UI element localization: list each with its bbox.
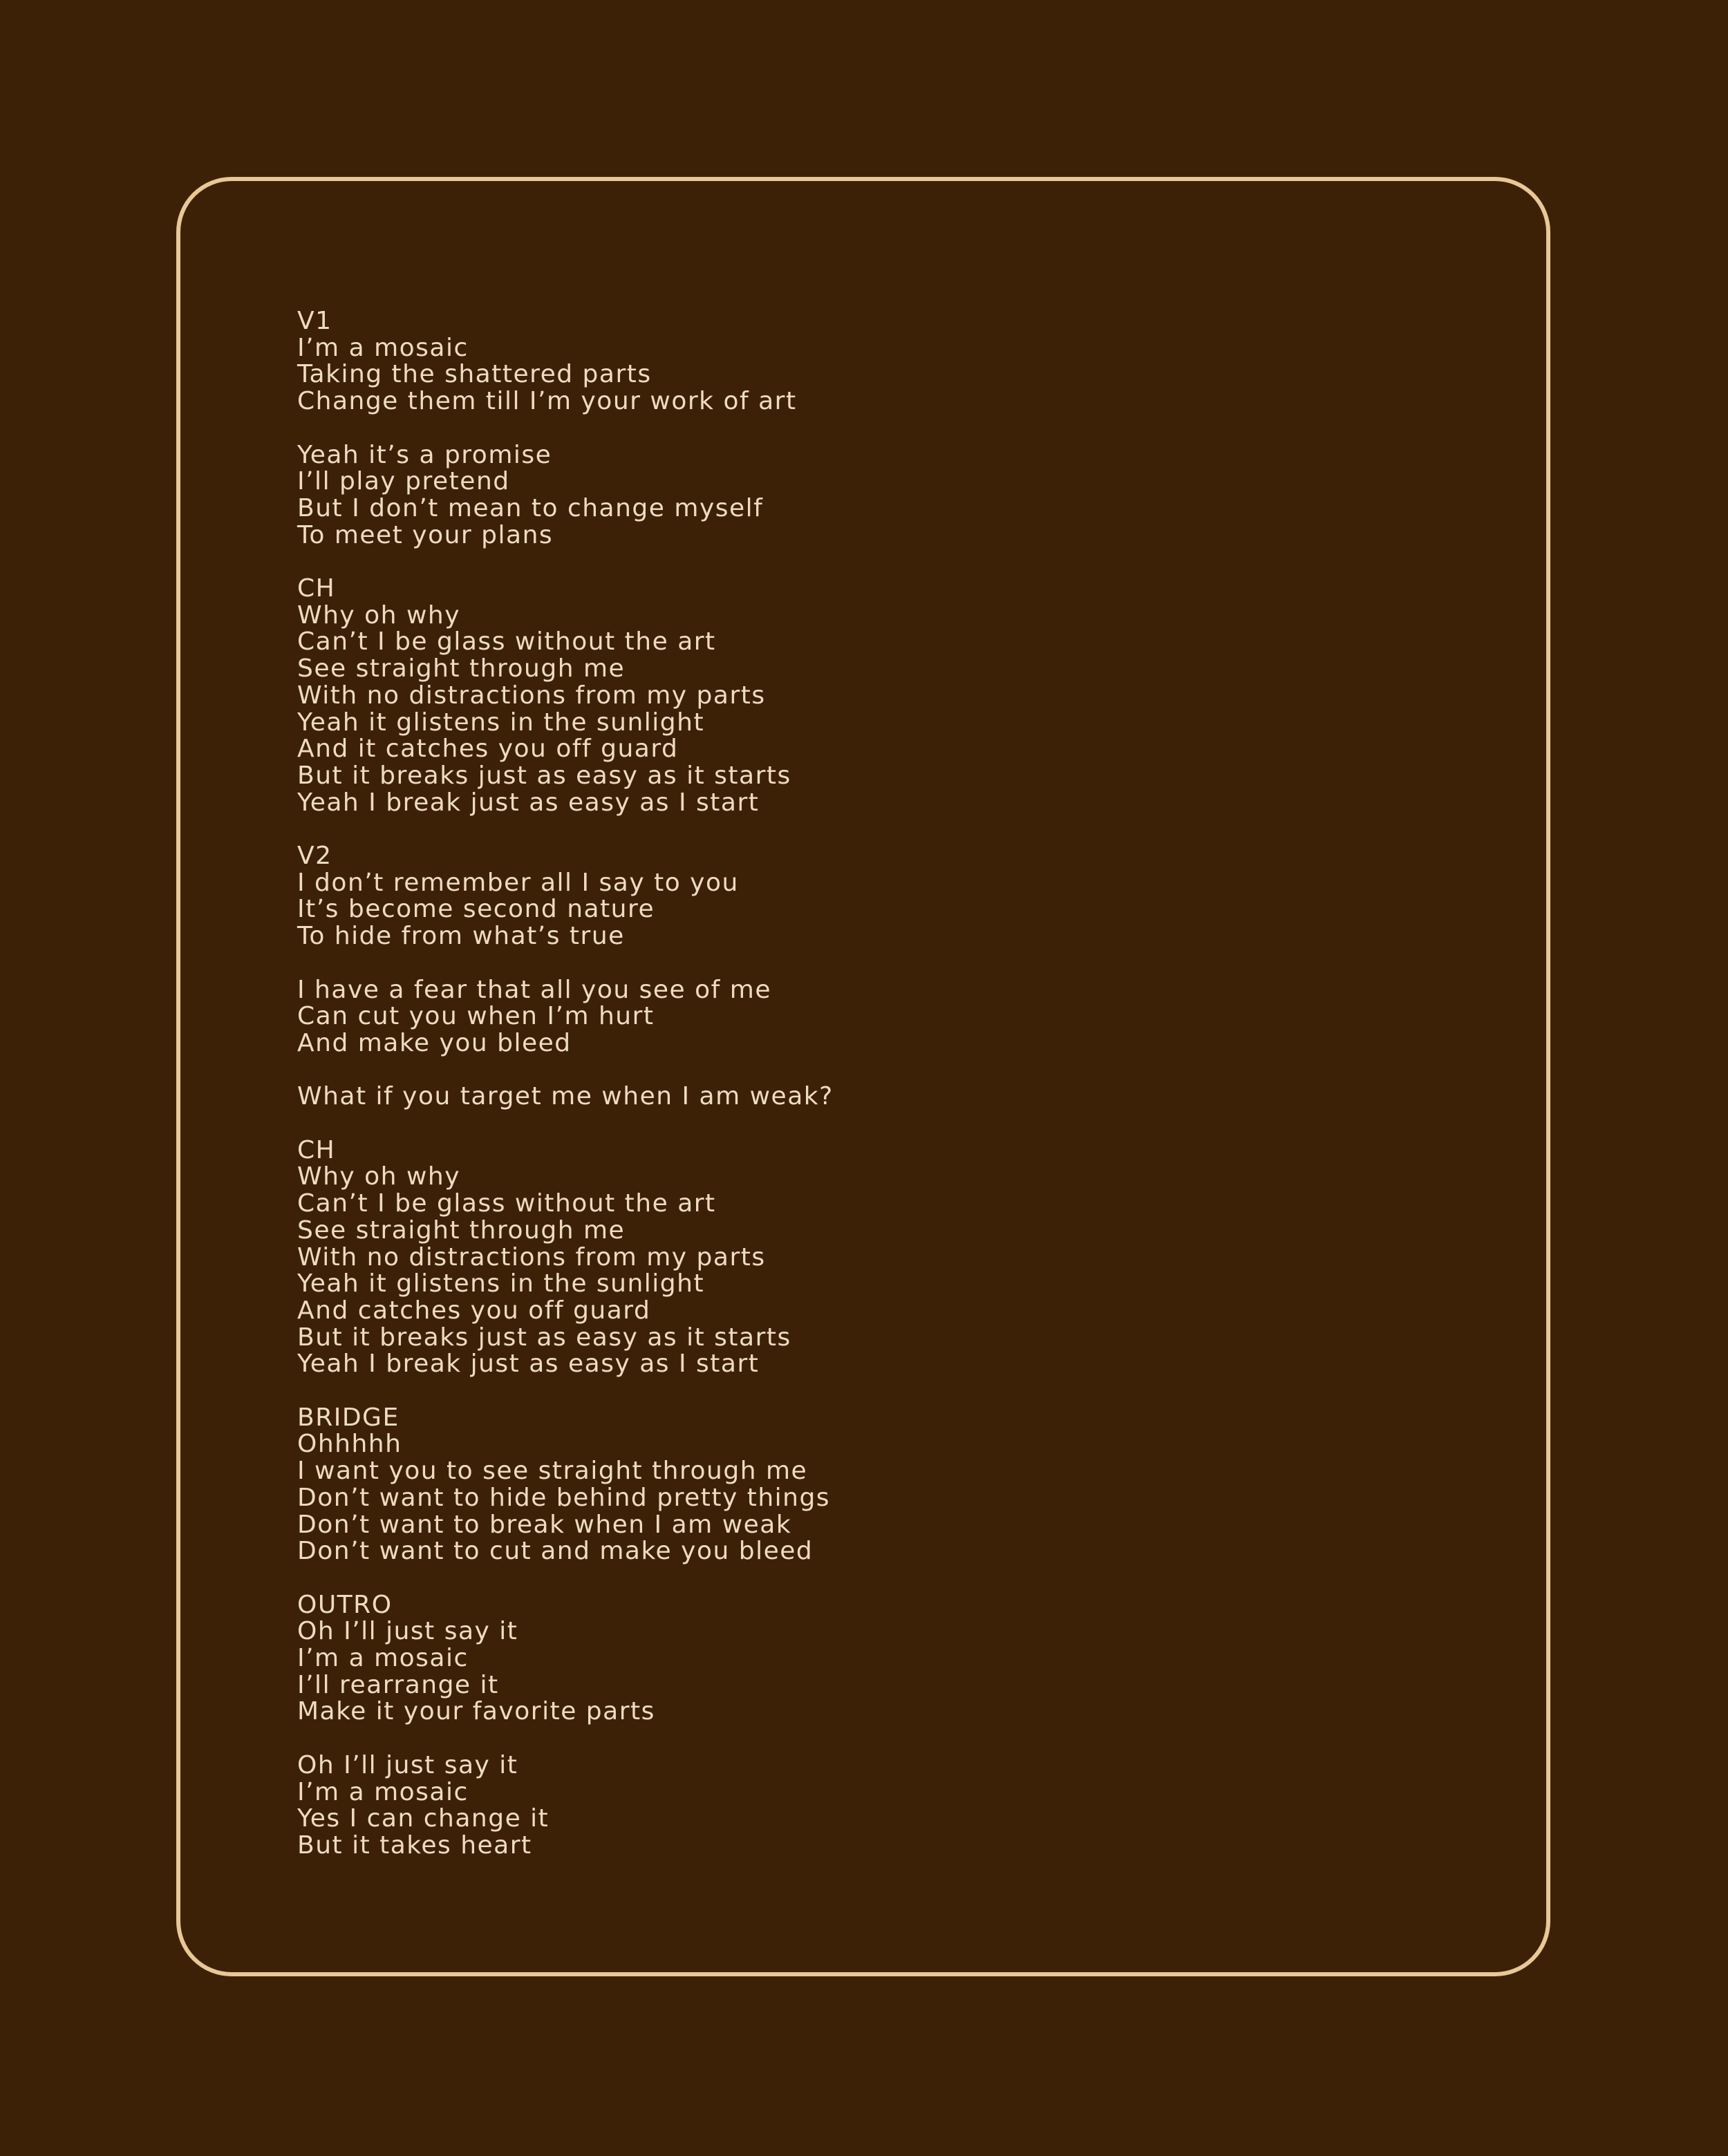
- lyric-line: I’ll play pretend: [297, 467, 510, 496]
- stanza-v2: [297, 843, 1472, 950]
- lyric-line: I’m a mosaic: [297, 333, 469, 362]
- lyric-line: Yeah it glistens in the sunlight: [297, 1269, 705, 1298]
- stanza-chorus-1: [297, 576, 1472, 816]
- lyric-line: Can’t I be glass without the art: [297, 627, 716, 656]
- lyric-line: I’m a mosaic: [297, 1777, 469, 1806]
- lyric-line: Taking the shattered parts: [297, 360, 652, 389]
- lyric-line: But it breaks just as easy as it starts: [297, 761, 791, 790]
- lyric-line: With no distractions from my parts: [297, 681, 766, 710]
- section-label: OUTRO: [297, 1590, 393, 1619]
- lyric-line: It’s become second nature: [297, 895, 655, 924]
- stanza-chorus-2: [297, 1137, 1472, 1378]
- section-label: BRIDGE: [297, 1403, 400, 1432]
- lyric-line: See straight through me: [297, 1216, 626, 1245]
- lyric-line: With no distractions from my parts: [297, 1242, 766, 1271]
- lyric-line: But it breaks just as easy as it starts: [297, 1323, 791, 1352]
- lyric-line: Yeah it glistens in the sunlight: [297, 708, 705, 737]
- stanza-v2-c: [297, 1084, 1472, 1110]
- stanza-outro-b: [297, 1752, 1472, 1860]
- lyric-line: Yes I can change it: [297, 1804, 550, 1833]
- lyric-line: To hide from what’s true: [297, 922, 625, 951]
- lyrics-body: [297, 308, 1472, 1886]
- lyric-line: I want you to see straight through me: [297, 1457, 808, 1486]
- section-label: CH: [297, 574, 336, 603]
- lyric-line: I have a fear that all you see of me: [297, 975, 771, 1004]
- lyric-line: Why oh why: [297, 1162, 461, 1191]
- lyric-line: I’ll rearrange it: [297, 1670, 499, 1699]
- lyric-line: What if you target me when I am weak?: [297, 1082, 834, 1111]
- stanza-v1: [297, 308, 1472, 415]
- lyric-line: Yeah I break just as easy as I start: [297, 788, 760, 817]
- lyric-line: But I don’t mean to change myself: [297, 493, 764, 522]
- section-label: V1: [297, 307, 332, 335]
- stanza-v1-b: [297, 442, 1472, 549]
- section-label: V2: [297, 842, 332, 871]
- lyric-line: To meet your plans: [297, 520, 554, 549]
- stanza-v2-b: [297, 977, 1472, 1057]
- stanza-bridge: [297, 1405, 1472, 1565]
- lyric-line: Yeah it’s a promise: [297, 440, 552, 469]
- lyric-line: Oh I’ll just say it: [297, 1617, 518, 1646]
- lyric-line: And catches you off guard: [297, 1296, 651, 1325]
- lyric-line: And make you bleed: [297, 1028, 572, 1057]
- lyric-line: Oh I’ll just say it: [297, 1750, 518, 1779]
- lyric-line: See straight through me: [297, 654, 626, 683]
- lyric-line: Don’t want to hide behind pretty things: [297, 1483, 831, 1512]
- lyric-line: I’m a mosaic: [297, 1644, 469, 1673]
- lyric-line: And it catches you off guard: [297, 735, 679, 764]
- lyric-line: Ohhhhh: [297, 1430, 402, 1459]
- lyric-line: Change them till I’m your work of art: [297, 387, 797, 416]
- lyric-line: Don’t want to cut and make you bleed: [297, 1537, 814, 1566]
- section-label: CH: [297, 1135, 336, 1164]
- lyric-line: Can cut you when I’m hurt: [297, 1002, 655, 1031]
- lyric-line: Don’t want to break when I am weak: [297, 1510, 792, 1539]
- lyric-line: Yeah I break just as easy as I start: [297, 1350, 760, 1379]
- lyric-line: Can’t I be glass without the art: [297, 1189, 716, 1218]
- lyric-line: Make it your favorite parts: [297, 1697, 655, 1726]
- stanza-outro: [297, 1592, 1472, 1726]
- lyric-line: But it takes heart: [297, 1831, 532, 1860]
- lyric-line: Why oh why: [297, 601, 461, 630]
- lyric-line: I don’t remember all I say to you: [297, 868, 739, 897]
